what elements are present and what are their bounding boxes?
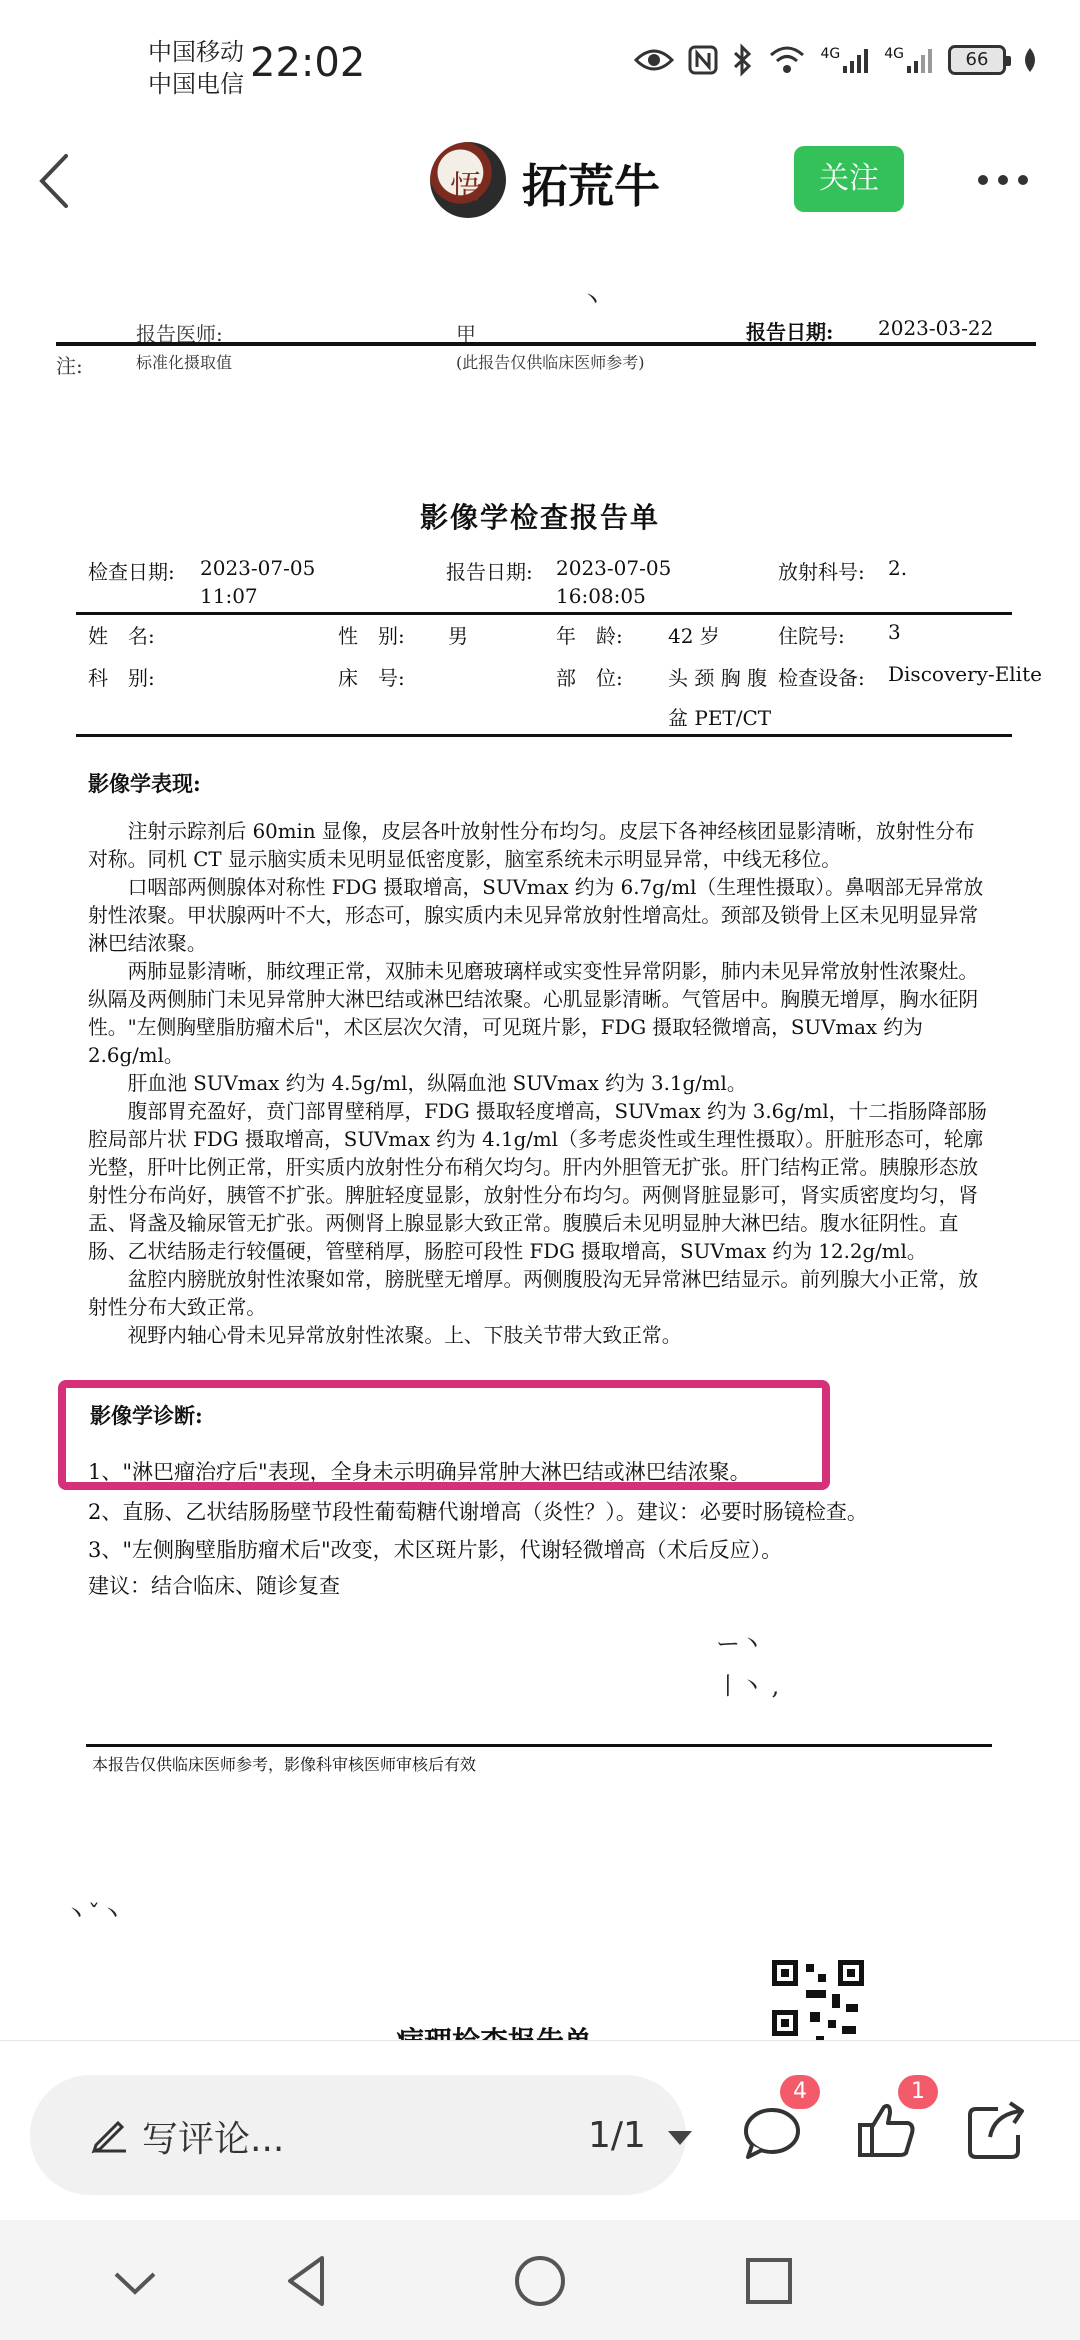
report-image — [0, 250, 1080, 2040]
finding-paragraph: 腹部胃充盈好，贲门部胃壁稍厚，FDG 摄取轻度增高，SUVmax 约为 3.6g/ml，十二指肠降部肠腔局部片状 FDG 摄取增高，SUVmax 约为 4.1g/ml（多考虑炎性或生理性摄取）。肝脏形态可，轮廓光整，肝叶比例正常，肝实质内放射性分布稍欠均匀。肝内外胆管无扩张。肝门结构正常。胰腺形态放射性分布尚好，胰管不扩张。脾脏轻度显影，放射性分布均匀。两侧肾脏显影可，肾实质密度均匀，肾盂、肾盏及输尿管无扩张。两侧肾上腺显影大致正常。腹膜后未见明显肿大淋巴结。腹水征阴性。直肠、乙状结肠走行较僵硬，管壁稍厚，肠腔可段性 FDG 摄取增高，SUVmax 约为 12.2g/ml。 — [88, 1100, 987, 1263]
header-rule — [76, 612, 1012, 615]
system-nav-bar — [0, 2220, 1080, 2340]
bed-label: 床 号: — [338, 666, 405, 690]
sex-value: 男 — [448, 624, 468, 648]
nav-back-icon[interactable] — [272, 2246, 342, 2316]
diagnosis-item-3: 3、"左侧胸壁脂肪瘤术后"改变，术区斑片影，代谢轻微增高（术后反应）。 — [88, 1538, 783, 1562]
exam-date-label: 检查日期: — [88, 560, 175, 584]
highlight-annotation — [58, 1380, 830, 1490]
signal-2 — [884, 46, 934, 74]
wifi-icon — [768, 45, 806, 75]
name-label: 姓 名: — [88, 624, 155, 648]
comment-count-badge: 4 — [780, 2075, 820, 2109]
prev-stamp: 甲 — [456, 322, 476, 346]
avatar-char: 悟 — [450, 168, 483, 206]
signature-mark: ー丶 — [716, 1630, 764, 1658]
like-count-badge: 1 — [898, 2075, 938, 2109]
exam-date: 2023-07-05 — [200, 556, 316, 580]
network-type-1: 4G — [820, 46, 841, 62]
signal-bars-icon — [906, 46, 934, 74]
carrier-2: 中国电信 — [148, 70, 244, 98]
age-value: 42 岁 — [668, 624, 720, 648]
status-icons — [634, 44, 1040, 76]
equipment-value: Discovery-Elite — [888, 662, 1042, 686]
equipment-label: 检查设备: — [778, 666, 865, 690]
share-button[interactable] — [962, 2095, 1032, 2165]
scribble-mark: 丶ˇ丶 — [64, 1900, 124, 1928]
part-value-2: 盆 PET/CT — [668, 706, 772, 730]
report-title: 影像学检查报告单 — [419, 501, 660, 534]
prev-note-label: 注: — [56, 354, 83, 378]
comment-button[interactable] — [738, 2079, 808, 2165]
nav-home-icon[interactable] — [505, 2246, 575, 2316]
share-icon — [962, 2095, 1032, 2165]
report-date: 2023-07-05 — [556, 556, 672, 580]
diagnosis-title: 影像学诊断: — [90, 1403, 203, 1428]
network-type-2: 4G — [884, 46, 904, 62]
prev-rule — [56, 342, 1036, 346]
exam-time: 11:07 — [200, 584, 258, 608]
prev-note-text: 标准化摄取值 — [136, 353, 233, 372]
account-name[interactable]: 拓荒牛 — [522, 159, 660, 213]
carrier-labels — [148, 36, 244, 100]
finding-paragraph: 两肺显影清晰，肺纹理正常，双肺未见磨玻璃样或实变性异常阴影，肺内未见异常放射性浓聚灶。纵隔及两侧肺门未见异常肿大淋巴结或淋巴结浓聚。心肌显影清晰。气管居中。胸膜无增厚，胸水征阴性。"左侧胸壁脂肪瘤术后"，术区层次欠清，可见斑片影，FDG 摄取轻微增高，SUVmax 约为 2.6g/ml。 — [88, 960, 979, 1067]
finding-paragraph: 口咽部两侧腺体对称性 FDG 摄取增高，SUVmax 约为 6.7g/ml（生理性摄取）。鼻咽部无异常放射性浓聚。甲状腺两叶不大，形态可，腺实质内未见异常放射性增高灶。颈部及锁骨上区未见明显异常淋巴结浓聚。 — [88, 876, 984, 955]
scribble-mark: 丶 — [580, 286, 604, 314]
pencil-icon — [90, 2113, 130, 2153]
footer-note: 本报告仅供临床医师参考，影像科审核医师审核后有效 — [92, 1755, 477, 1774]
follow-button[interactable]: 关注 — [794, 146, 904, 212]
signature-mark: 丨丶 , — [716, 1672, 780, 1700]
finding-paragraph: 肝血池 SUVmax 约为 4.5g/ml，纵隔血池 SUVmax 约为 3.1g/ml。 — [127, 1072, 747, 1095]
prev-doctor-label: 报告医师: — [136, 322, 223, 346]
report-date-label: 报告日期: — [446, 560, 533, 584]
chevron-down-icon[interactable] — [668, 2131, 692, 2145]
radiology-no: 2. — [888, 556, 908, 580]
findings-title: 影像学表现: — [88, 771, 201, 796]
signal-1 — [820, 46, 870, 74]
finding-paragraph: 盆腔内膀胱放射性浓聚如常，膀胱壁无增厚。两侧腹股沟无异常淋巴结显示。前列腺大小正常，放射性分布大致正常。 — [88, 1268, 979, 1319]
finding-paragraph: 视野内轴心骨未见异常放射性浓聚。上、下肢关节带大致正常。 — [127, 1324, 682, 1347]
advice-text: 建议：结合临床、随诊复查 — [88, 1574, 340, 1598]
prev-report-date-label: 报告日期: — [746, 320, 834, 344]
prev-note-ref: (此报告仅供临床医师参考) — [456, 353, 645, 372]
qr-code — [772, 1960, 864, 2052]
prev-report-date: 2023-03-22 — [878, 316, 994, 340]
finding-paragraph: 注射示踪剂后 60min 显像，皮层各叶放射性分布均匀。皮层下各神经核团显影清晰，放射性分布对称。同机 CT 显示脑实质未见明显低密度影，脑室系统未示明显异常，中线无移位。 — [88, 820, 975, 871]
admission-label: 住院号: — [778, 624, 845, 648]
comment-input[interactable] — [30, 2075, 686, 2195]
info-rule — [76, 734, 1012, 737]
clock: 22:02 — [250, 40, 366, 86]
avatar[interactable] — [430, 142, 506, 218]
nfc-icon — [688, 45, 718, 75]
footer-rule — [86, 1744, 992, 1747]
signal-bars-icon — [842, 46, 870, 74]
page-indicator[interactable]: 1/1 — [588, 2115, 646, 2156]
more-options-icon[interactable] — [978, 160, 1038, 200]
nav-recents-icon[interactable] — [734, 2246, 804, 2316]
diagnosis-item-1: 1、"淋巴瘤治疗后"表现，全身未示明确异常肿大淋巴结或淋巴结浓聚。 — [88, 1460, 751, 1484]
battery-icon: 66 — [948, 45, 1006, 75]
leaf-icon — [1020, 46, 1040, 74]
radiology-no-label: 放射科号: — [778, 560, 865, 584]
bluetooth-icon — [732, 44, 754, 76]
app-header — [0, 130, 1080, 230]
report-time: 16:08:05 — [556, 584, 646, 608]
diagnosis-item-2: 2、直肠、乙状结肠肠壁节段性葡萄糖代谢增高（炎性？）。建议：必要时肠镜检查。 — [88, 1500, 868, 1524]
part-value: 头 颈 胸 腹 — [668, 666, 768, 690]
back-icon[interactable] — [22, 146, 92, 216]
dept-label: 科 别: — [88, 666, 155, 690]
carrier-1: 中国移动 — [148, 38, 244, 66]
previous-page-remnant — [56, 316, 1036, 396]
findings-body — [88, 818, 988, 1350]
collapse-icon[interactable] — [100, 2246, 170, 2316]
status-bar — [0, 0, 1080, 120]
eye-icon — [634, 46, 674, 74]
age-label: 年 龄: — [556, 624, 623, 648]
sex-label: 性 别: — [338, 624, 405, 648]
like-button[interactable] — [852, 2079, 925, 2165]
comment-placeholder: 写评论... — [142, 2119, 285, 2160]
part-label: 部 位: — [556, 666, 623, 690]
admission-value: 3 — [888, 620, 901, 644]
